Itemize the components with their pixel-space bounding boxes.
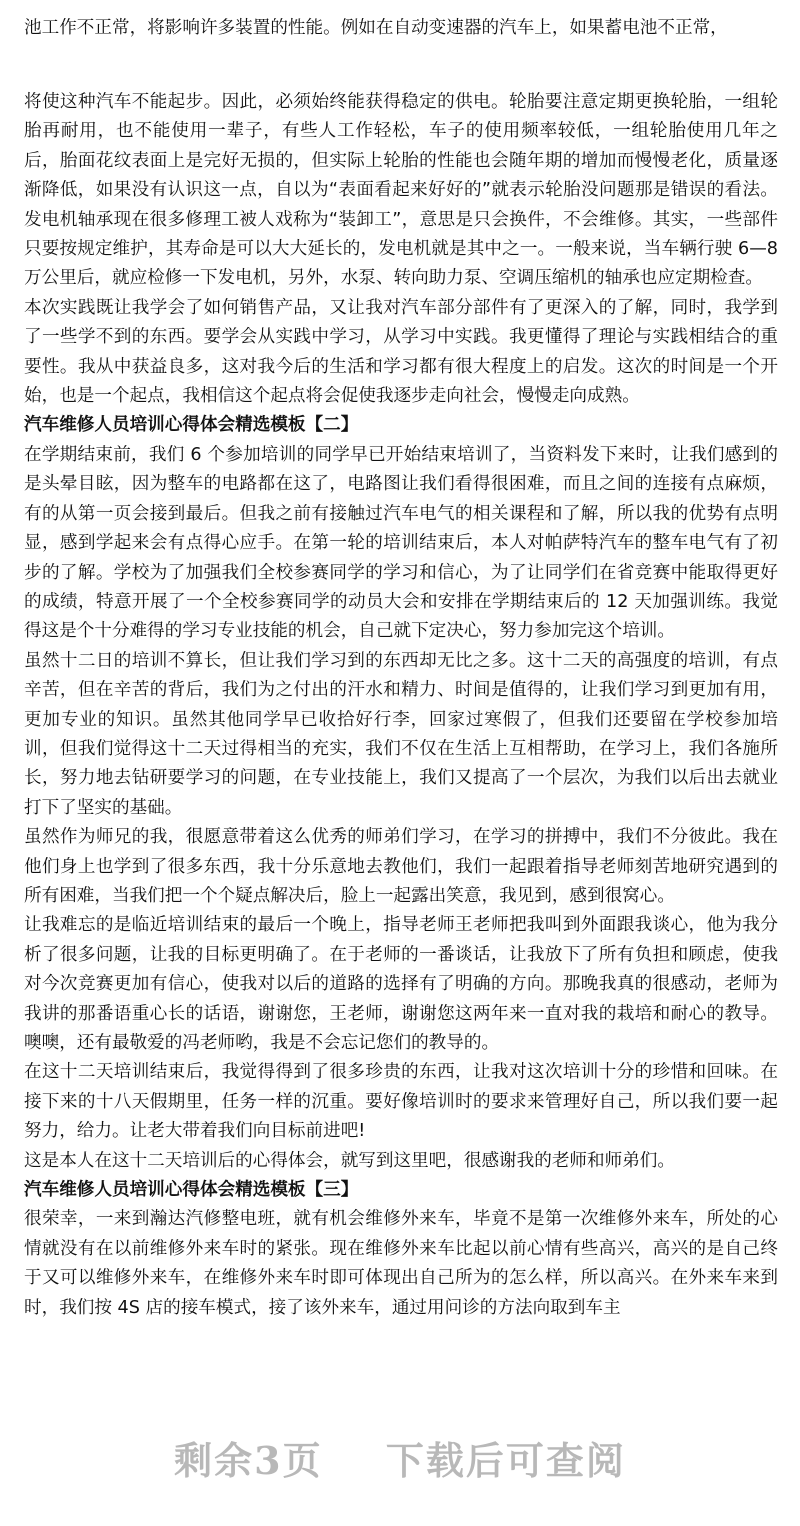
paragraph: 虽然十二日的培训不算长，但让我们学习到的东西却无比之多。这十二天的高强度的培训，有点辛苦，但在辛苦的背后，我们为之付出的汗水和精力、时间是值得的，让我们学习到更加有用，更加专业的知识。虽然其他同学早已收拾好行李，回家过寒假了，但我们还要留在学校参加培训，但我们觉得这十二天过得相当的充实，我们不仅在生活上互相帮助，在学习上，我们各施所长，努力地去钻研要学习的问题，在专业技能上，我们又提高了一个层次，为我们以后出去就业打下了坚实的基础。	[24, 650, 778, 818]
paragraph: 本次实践既让我学会了如何销售产品，又让我对汽车部分部件有了更深入的了解，同时，我学到了一些学不到的东西。要学会从实践中学习，从学习中实践。我更懂得了理论与实践相结合的重要性。我从中获益良多，这对我今后的生活和学习都有很大程度上的启发。这次的时间是一个开始，也是一个起点，我相信这个起点将会促使我逐步走向社会，慢慢走向成熟。	[24, 297, 778, 407]
paragraph: 这是本人在这十二天培训后的心得体会，就写到这里吧，很感谢我的老师和师弟们。	[24, 1150, 675, 1171]
section-heading-2: 汽车维修人员培训心得体会精选模板【二】	[24, 415, 359, 436]
paragraph: 很荣幸，一来到瀚达汽修整电班，就有机会维修外来车，毕竟不是第一次维修外来车，所处的心情就没有在以前维修外来车时的紧张。现在维修外来车比起以前心情有些高兴，高兴的是自己终于又可以维修外来车，在维修外来车时即可体现出自己所为的怎么样，所以高兴。在外来车来到时，我们按 4S 店的接车模式，接了该外来车，通过用问诊的方法向取到车主	[24, 1209, 778, 1318]
section-heading-3: 汽车维修人员培训心得体会精选模板【三】	[24, 1180, 359, 1201]
remaining-pages-label: 剩余3页	[174, 1438, 323, 1483]
body-section-1	[24, 88, 778, 1323]
top-fragment-clip	[0, 0, 800, 44]
download-banner[interactable]	[0, 1430, 800, 1485]
paragraph: 让我难忘的是临近培训结束的最后一个晚上，指导老师王老师把我叫到外面跟我谈心，他为我分析了很多问题，让我的目标更明确了。在于老师的一番谈话，让我放下了所有负担和顾虑，使我对今次竞赛更加有信心，使我对以后的道路的选择有了明确的方向。那晚我真的很感动，老师为我讲的那番语重心长的话语，谢谢您，王老师，谢谢您这两年来一直对我的栽培和耐心的教导。噢噢，还有最敬爱的冯老师哟，我是不会忘记您们的教导的。	[24, 915, 778, 1053]
top-fragment-line: 池工作不正常，将影响许多装置的性能。例如在自动变速器的汽车上，如果蓄电池不正常，	[24, 18, 728, 38]
paragraph: 将使这种汽车不能起步。因此，必须始终能获得稳定的供电。轮胎要注意定期更换轮胎，一组轮胎再耐用，也不能使用一辈子，有些人工作轻松，车子的使用频率较低，一组轮胎使用几年之后，胎面花纹表面上是完好无损的，但实际上轮胎的性能也会随年期的增加而慢慢老化，质量逐渐降低，如果没有认识这一点，自以为“表面看起来好好的”就表示轮胎没问题那是错误的看法。发电机轴承现在很多修理工被人戏称为“装卸工”，意思是只会换件，不会维修。其实，一些部件只要按规定维护，其寿命是可以大大延长的，发电机就是其中之一。一般来说，当车辆行驶 6—8 万公里后，就应检修一下发电机，另外，水泵、转向助力泵、空调压缩机的轴承也应定期检查。	[24, 92, 778, 289]
paragraph: 在学期结束前，我们 6 个参加培训的同学早已开始结束培训了，当资料发下来时，让我们感到的是头晕目眩，因为整车的电路都在这了，电路图让我们看得很困难，而且之间的连接有点麻烦，有的从第一页会接到最后。但我之前有接触过汽车电气的相关课程和了解，所以我的优势有点明显，感到学起来会有点得心应手。在第一轮的培训结束后，本人对帕萨特汽车的整车电气有了初步的了解。学校为了加强我们全校参赛同学的学习和信心，为了让同学们在省竞赛中能取得更好的成绩，特意开展了一个全校参赛同学的动员大会和安排在学期结束后的 12 天加强训练。我觉得这是个十分难得的学习专业技能的机会，自己就下定决心，努力参加完这个培训。	[24, 444, 778, 642]
paragraph: 虽然作为师兄的我，很愿意带着这么优秀的师弟们学习，在学习的拼搏中，我们不分彼此。我在他们身上也学到了很多东西，我十分乐意地去教他们，我们一起跟着指导老师刻苦地研究遇到的所有困难，当我们把一个个疑点解决后，脸上一起露出笑意，我见到，感到很窝心。	[24, 827, 778, 906]
paragraph: 在这十二天培训结束后，我觉得得到了很多珍贵的东西，让我对这次培训十分的珍惜和回味。在接下来的十八天假期里，任务一样的沉重。要好像培训时的要求来管理好自己，所以我们要一起努力，给力。让老大带着我们向目标前进吧!	[24, 1062, 778, 1142]
download-to-view-label: 下载后可查阅	[385, 1438, 626, 1483]
